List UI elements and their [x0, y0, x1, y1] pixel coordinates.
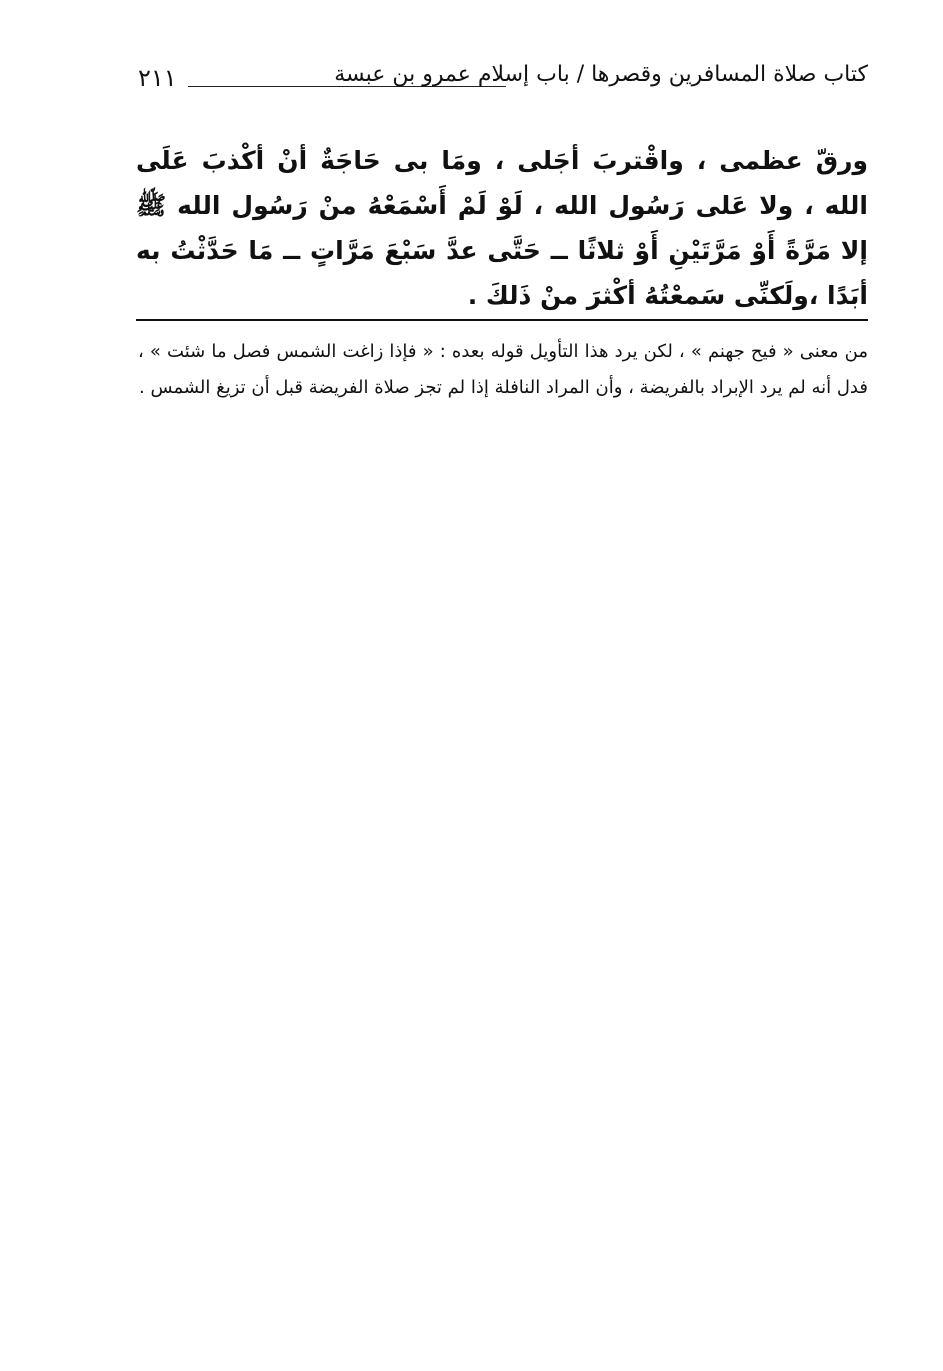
footnote-separator: [136, 319, 868, 321]
page-number: ٢١١: [138, 64, 177, 92]
running-title: كتاب صلاة المسافرين وقصرها / باب إسلام عمرو بن عبسة: [334, 62, 868, 87]
footnote-text: من معنى « فيح جهنم » ، لكن يرد هذا التأويل قوله بعده : « فإذا زاغت الشمس فصل ما شئت » ، فدل أنه لم يرد الإبراد بالفريضة ، وأن المراد النافلة إذا لم تجز صلاة الفريضة قبل أن تزيغ الشمس .: [138, 341, 868, 398]
main-text: ورقّ عظمى ، واقْتربَ أجَلى ، ومَا بى حَاجَةٌ أنْ أكْذبَ عَلَى الله ، ولا عَلى رَسُول الله ، لَوْ لَمْ أَسْمَعْهُ منْ رَسُول الله ﷺ إلا مَرَّةً أَوْ مَرَّتَيْنِ أَوْ ثلاثًا ــ حَتَّى عدَّ سَبْعَ مَرَّاتٍ ــ مَا حَدَّثْتُ به أبَدًا ،ولَكنِّى سَمعْتُهُ أكْثرَ منْ ذَلكَ .: [136, 146, 868, 310]
page-header: [138, 62, 868, 102]
